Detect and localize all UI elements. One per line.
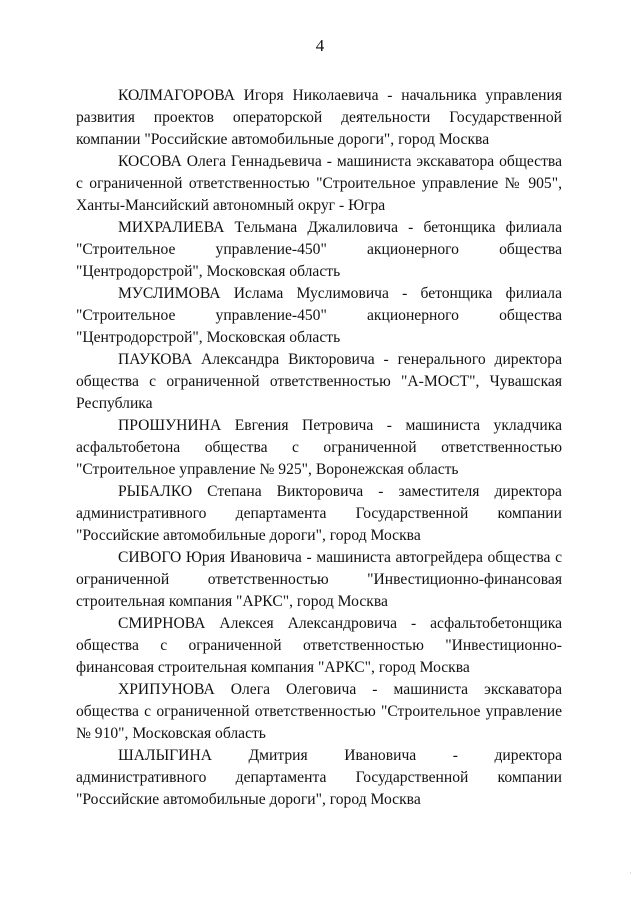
list-entry <box>76 85 562 151</box>
person-details: Юрия Ивановича - машиниста автогрейдера общества с ограниченной ответственностью "Инвестиционно-финансовая строительная компания "АРКС", город Москва <box>76 549 562 610</box>
list-entry <box>76 151 562 217</box>
person-details: Игоря Николаевича - начальника управления развития проектов операторской деятельности Государственной компании "Российские автомобильные дороги", город Москва <box>76 87 562 148</box>
list-entry <box>76 481 562 547</box>
list-entry <box>76 613 562 679</box>
list-entry <box>76 745 562 811</box>
list-entry <box>76 217 562 283</box>
list-entry <box>76 679 562 745</box>
list-entry <box>76 283 562 349</box>
margin-mark: · <box>629 868 632 878</box>
person-surname: МУСЛИМОВА <box>118 285 221 302</box>
person-surname: РЫБАЛКО <box>118 483 193 500</box>
person-surname: ПАУКОВА <box>118 351 193 368</box>
person-details: Ислама Муслимовича - бетонщика филиала "Строительное управление-450" акционерного общества "Центродорстрой", Московская область <box>76 285 562 346</box>
list-entry <box>76 547 562 613</box>
person-details: Тельмана Джалиловича - бетонщика филиала "Строительное управление-450" акционерного общества "Центродорстрой", Московская область <box>76 219 562 280</box>
person-surname: КОЛМАГОРОВА <box>118 87 235 104</box>
person-surname: КОСОВА <box>118 153 182 170</box>
person-details: Дмитрия Ивановича - директора административного департамента Государственной компании "Российские автомобильные дороги", город Москва <box>76 747 562 808</box>
person-details: Евгения Петровича - машиниста укладчика асфальтобетона общества с ограниченной ответственностью "Строительное управление № 925", Воронежская область <box>76 417 562 478</box>
person-details: Алексея Александровича - асфальтобетонщика общества с ограниченной ответственностью "Инвестиционно-финансовая строительная компания "АРКС", город Москва <box>76 615 562 676</box>
person-surname: ХРИПУНОВА <box>118 681 215 698</box>
person-details: Александра Викторовича - генерального директора общества с ограниченной ответственностью "А-МОСТ", Чувашская Республика <box>76 351 563 412</box>
person-surname: СМИРНОВА <box>118 615 206 632</box>
person-surname: ШАЛЫГИНА <box>118 747 212 764</box>
person-surname: ПРОШУНИНА <box>118 417 222 434</box>
person-surname: МИХРАЛИЕВА <box>118 219 225 236</box>
page-number: 4 <box>315 36 325 55</box>
list-entry <box>76 415 562 481</box>
person-details: Степана Викторовича - заместителя директора административного департамента Государственной компании "Российские автомобильные дороги", город Москва <box>76 483 562 544</box>
person-details: Олега Геннадьевича - машиниста экскаватора общества с ограниченной ответственностью "Строительное управление № 905", Ханты-Мансийский автономный округ - Югра <box>76 153 562 214</box>
person-surname: СИВОГО <box>118 549 182 566</box>
list-entry <box>76 349 562 415</box>
award-list <box>76 85 562 811</box>
person-details: Олега Олеговича - машиниста экскаватора общества с ограниченной ответственностью "Строительное управление № 910", Московская область <box>76 681 562 742</box>
